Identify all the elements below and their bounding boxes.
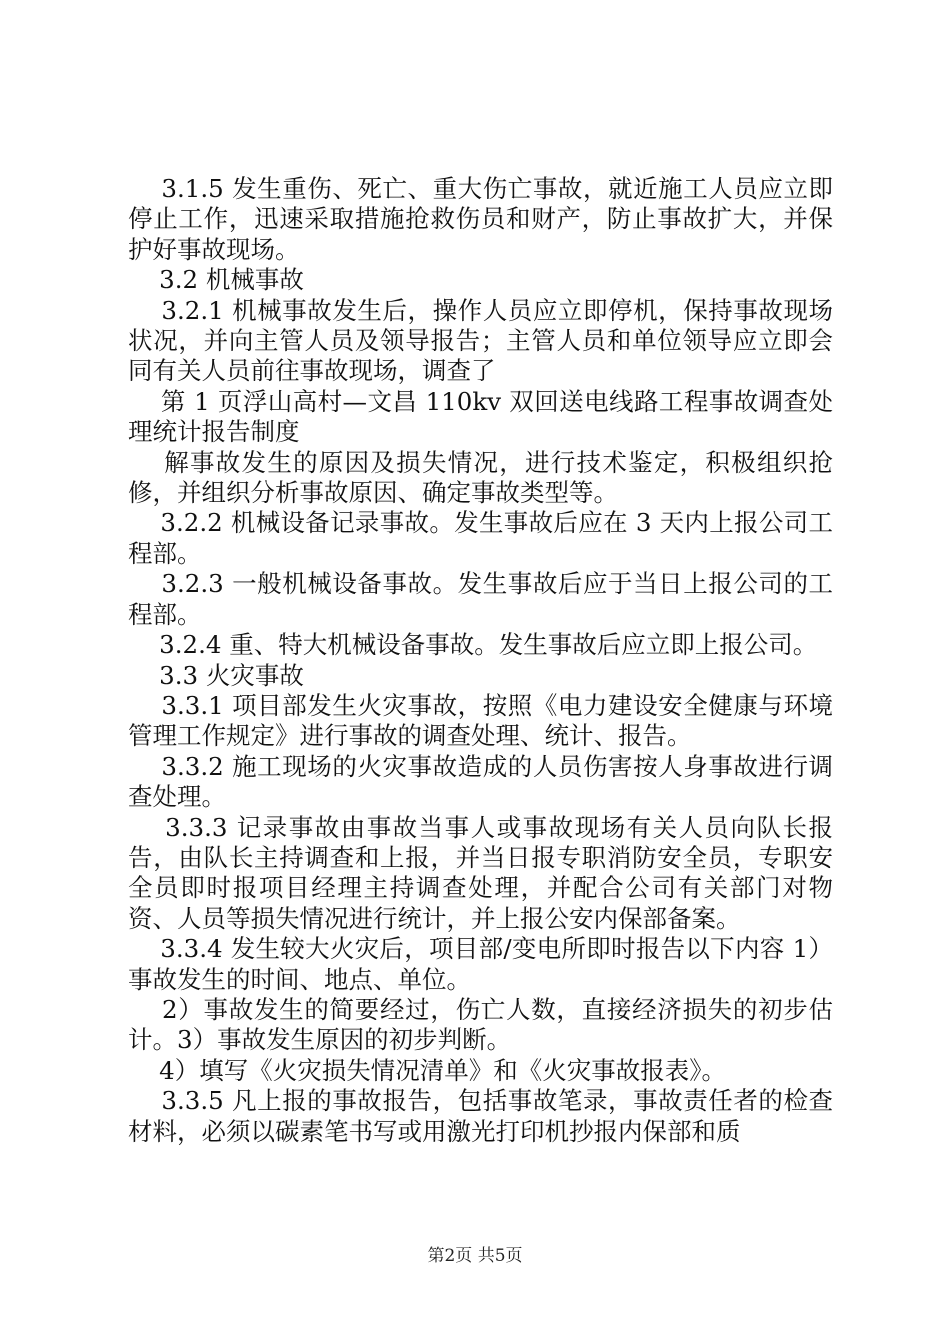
document-body [128,174,833,1147]
heading-3-2: 3.2 机械事故 [128,265,304,295]
paragraph-3-3-5: 3.3.5 凡上报的事故报告，包括事故笔录，事故责任者的检查材料，必须以碳素笔书写或用激光打印机抄报内保部和质 [128,1086,834,1146]
heading-3-3: 3.3 火灾事故 [128,660,304,690]
page-footer: 第2页 共5页 [427,1246,523,1266]
paragraph-3-3-1: 3.3.1 项目部发生火灾事故，按照《电力建设安全健康与环境管理工作规定》进行事故的调查处理、统计、报告。 [128,690,834,751]
paragraph-3-3-4: 3.3.4 发生较大火灾后，项目部/变电所即时报告以下内容 1）事故发生的时间、地点、单位。 [128,934,833,994]
paragraph-3-3-2: 3.3.2 施工现场的火灾事故造成的人员伤害按人身事故进行调查处理。 [128,751,834,812]
paragraph-3-1-5: 3.1.5 发生重伤、死亡、重大伤亡事故，就近施工人员应立即停止工作，迅速采取措施抢救伤员和财产，防止事故扩大，并保护好事故现场。 [128,174,834,264]
page-break-note: 第 1 页浮山高村—文昌 110kv 双回送电线路工程事故调查处理统计报告制度 [128,386,834,447]
paragraph-3-2-2: 3.2.2 机械设备记录事故。发生事故后应在 3 天内上报公司工程部。 [128,508,833,568]
paragraph-3-2-1: 3.2.1 机械事故发生后，操作人员应立即停机，保持事故现场状况，并向主管人员及领导报告；主管人员和单位领导应立即会同有关人员前往事故现场，调查了 [128,295,834,386]
paragraph-3-2-4: 3.2.4 重、特大机械设备事故。发生事故后应立即上报公司。 [128,630,818,660]
paragraph-3-2-3: 3.2.3 一般机械设备事故。发生事故后应于当日上报公司的工程部。 [128,569,834,629]
paragraph-continuation: 解事故发生的原因及损失情况，进行技术鉴定，积极组织抢修，并组织分析事故原因、确定事故类型等。 [128,447,833,508]
paragraph-list-item-4: 4）填写《火灾损失情况清单》和《火灾事故报表》。 [128,1055,726,1085]
paragraph-list-item-2-3: 2）事故发生的简要经过，伤亡人数，直接经济损失的初步估计。3）事故发生原因的初步判断。 [128,994,834,1055]
paragraph-3-3-3: 3.3.3 记录事故由事故当事人或事故现场有关人员向队长报告，由队长主持调查和上报，并当日报专职消防安全员，专职安全员即时报项目经理主持调查处理，并配合公司有关部门对物资、人员等损失情况进行统计，并上报公安内保部备案。 [128,812,834,933]
